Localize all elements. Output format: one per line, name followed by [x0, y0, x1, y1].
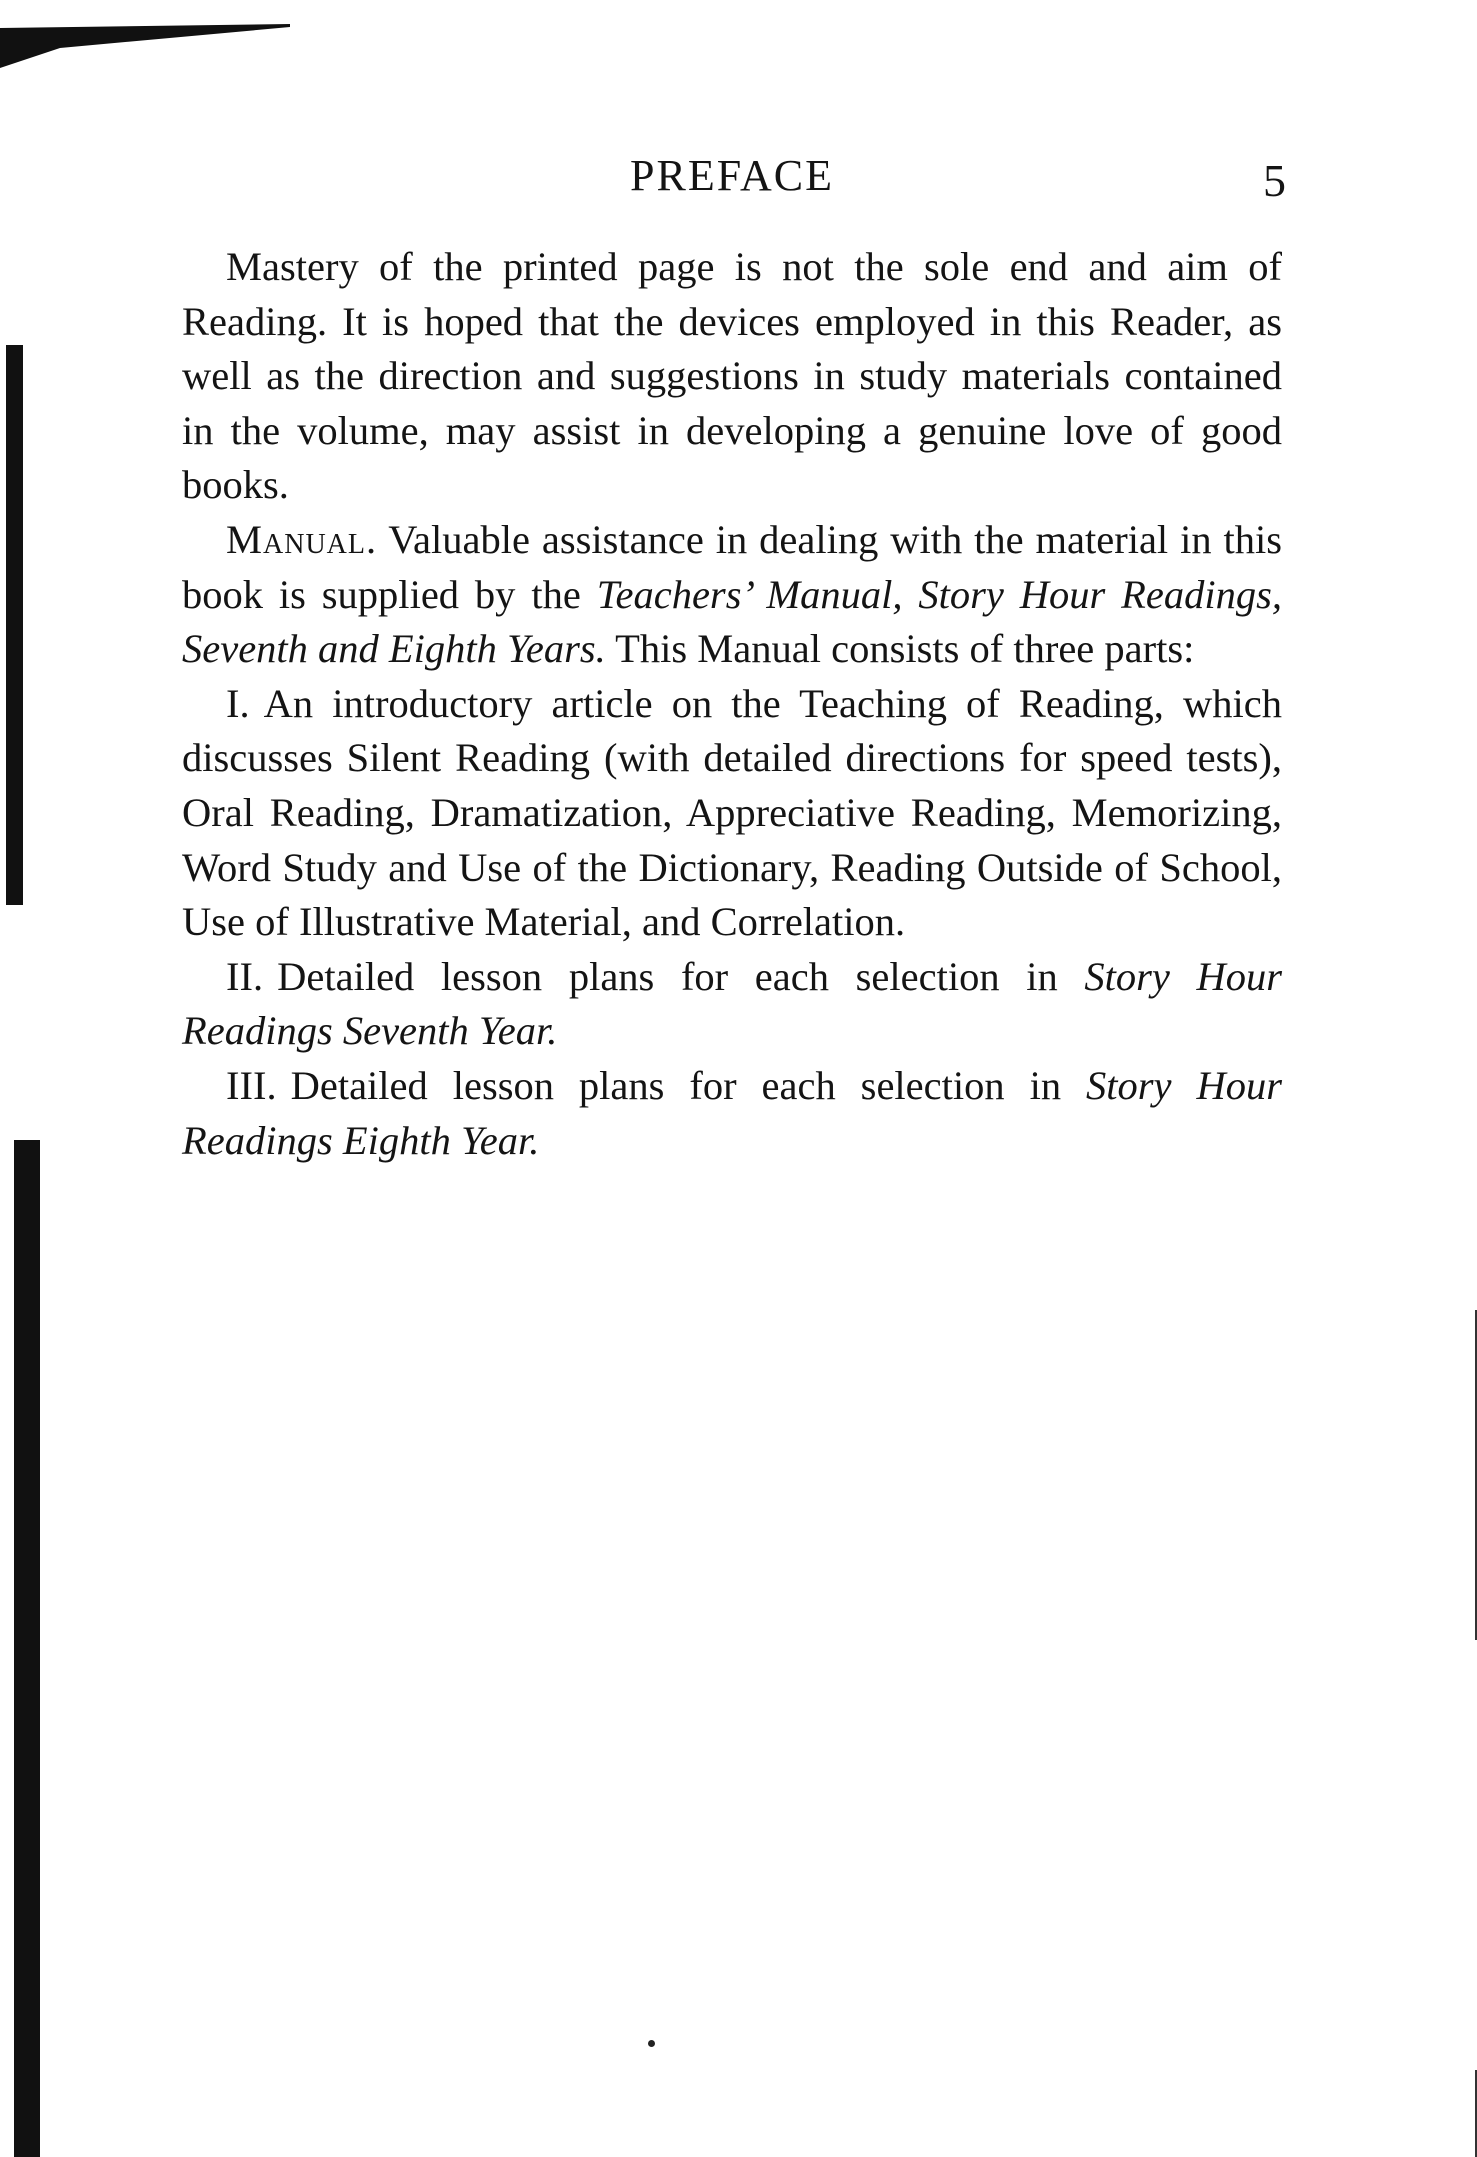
- paragraph-part-three: [182, 1059, 1282, 1168]
- part-three-numeral: III.: [226, 1062, 277, 1108]
- manual-label: Manual.: [226, 516, 378, 562]
- paragraph-manual: [182, 513, 1282, 677]
- part-two-title: Story Hour Readings Seventh Year.: [182, 953, 1282, 1054]
- paragraph-part-two: [182, 950, 1282, 1059]
- paragraph-mastery: Mastery of the printed page is not the sole end and aim of Reading. It is hoped that the devices employed in this Reader, as well as the direction and suggestions in study materials contained in the volume, may assist in developing a genuine love of good books.: [182, 244, 1282, 508]
- manual-title: Teachers’ Manual, Story Hour Readings, Seventh and Eighth Years.: [182, 571, 1282, 672]
- scan-speck: [648, 2040, 655, 2047]
- scan-edge-shadow-top: [6, 345, 23, 905]
- scan-corner-artifact: [0, 18, 290, 70]
- preface-body: [182, 240, 1282, 1168]
- running-head: PREFACE: [630, 151, 834, 200]
- manual-text-a: Valuable assistance in dealing with the material in this book is supplied by the: [182, 516, 1282, 617]
- part-one-text: An introductory article on the Teaching of Reading, which discusses Silent Reading (with detailed directions for speed tests), Oral Reading, Dramatization, Appreciative Reading, Memorizing, Word Study and Use of the Dictionary, Reading Outside of School, Use of Illustrative Material, and Correlation.: [182, 680, 1282, 945]
- scan-edge-shadow-bottom: [14, 1140, 40, 2157]
- part-two-numeral: II.: [226, 953, 264, 999]
- part-three-title: Story Hour Readings Eighth Year.: [182, 1062, 1282, 1163]
- page-header: [182, 150, 1286, 210]
- page-number: 5: [1263, 155, 1286, 206]
- part-one-numeral: I.: [226, 680, 250, 726]
- paragraph-part-one: [182, 677, 1282, 950]
- part-two-text: Detailed lesson plans for each selection in: [277, 953, 1085, 999]
- part-three-text: Detailed lesson plans for each selection in: [290, 1062, 1087, 1108]
- manual-text-b: This Manual consists of three parts:: [605, 626, 1195, 672]
